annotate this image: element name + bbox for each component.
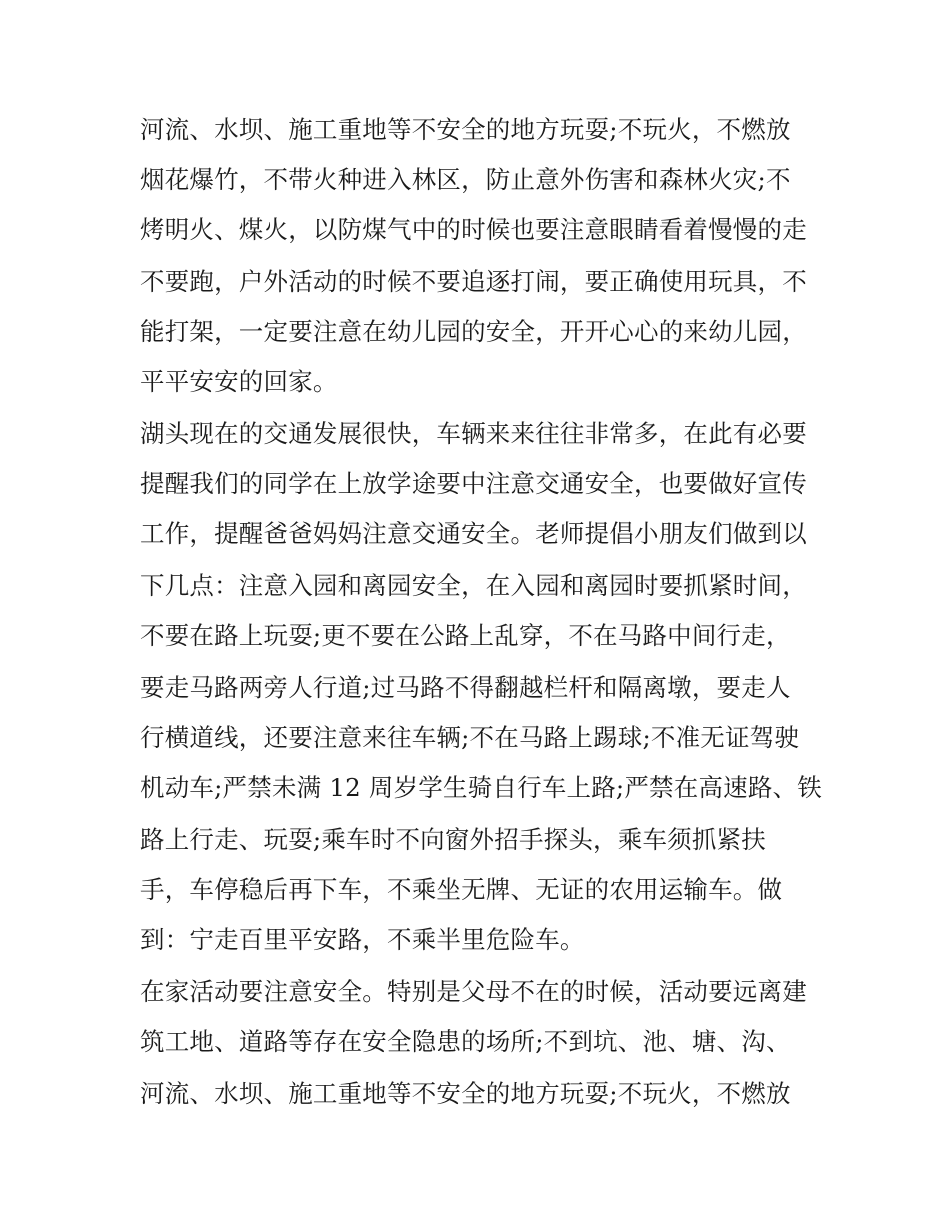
text-line: 机动车;严禁未满 12 周岁学生骑自行车上路;严禁在高速路、铁 bbox=[140, 773, 822, 802]
text-line: 不要在路上玩耍;更不要在公路上乱穿，不在马路中间行走， bbox=[140, 621, 791, 650]
text-line: 河流、水坝、施工重地等不安全的地方玩耍;不玩火，不燃放 bbox=[140, 1079, 791, 1108]
text-line: 行横道线，还要注意来往车辆;不在马路上踢球;不准无证驾驶 bbox=[140, 723, 800, 752]
text-line: 手，车停稳后再下车，不乘坐无牌、无证的农用运输车。做 bbox=[140, 875, 783, 904]
text-line: 平平安安的回家。 bbox=[140, 367, 338, 396]
text-line: 不要跑，户外活动的时候不要追逐打闹，要正确使用玩具，不 bbox=[140, 267, 807, 296]
text-line: 到：宁走百里平安路，不乘半里危险车。 bbox=[140, 925, 585, 954]
text-line: 烤明火、煤火，以防煤气中的时候也要注意眼睛看着慢慢的走 bbox=[140, 215, 807, 244]
text-line: 湖头现在的交通发展很快，车辆来来往往非常多，在此有必要 bbox=[140, 419, 807, 448]
text-line: 路上行走、玩耍;乘车时不向窗外招手探头，乘车须抓紧扶 bbox=[140, 825, 766, 854]
text-line: 烟花爆竹，不带火种进入林区，防止意外伤害和森林火灾;不 bbox=[140, 165, 791, 194]
text-line: 提醒我们的同学在上放学途要中注意交通安全，也要做好宣传 bbox=[140, 469, 807, 498]
text-line: 在家活动要注意安全。特别是父母不在的时候，活动要远离建 bbox=[140, 977, 807, 1006]
text-line: 能打架，一定要注意在幼儿园的安全，开开心心的来幼儿园， bbox=[140, 317, 807, 346]
text-line: 筑工地、道路等存在安全隐患的场所;不到坑、池、塘、沟、 bbox=[140, 1027, 791, 1056]
text-line: 河流、水坝、施工重地等不安全的地方玩耍;不玩火，不燃放 bbox=[140, 115, 791, 144]
text-line: 下几点：注意入园和离园安全，在入园和离园时要抓紧时间， bbox=[140, 571, 807, 600]
text-line: 工作，提醒爸爸妈妈注意交通安全。老师提倡小朋友们做到以 bbox=[140, 519, 807, 548]
text-line: 要走马路两旁人行道;过马路不得翻越栏杆和隔离墩，要走人 bbox=[140, 673, 791, 702]
